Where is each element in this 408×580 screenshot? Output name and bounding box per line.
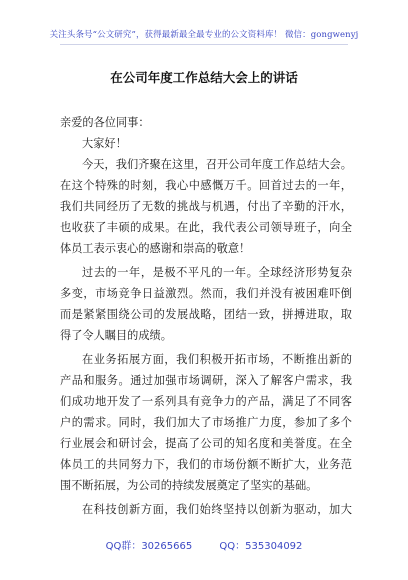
salutation: 亲爱的各位同事： (60, 116, 150, 129)
paragraph-line: 在这个特殊的时刻，我心中感慨万千。回首过去的一年， (60, 179, 352, 192)
header-divider (60, 44, 348, 45)
paragraph-line: 体员工表示衷心的感谢和崇高的敬意！ (60, 242, 251, 255)
paragraph-2 (60, 262, 352, 346)
footer-qq: QQ：535304092 (219, 541, 303, 552)
paragraph-line: 过去的一年，是极不平凡的一年。全球经济形势复杂 (82, 266, 352, 279)
paragraph-line: 今天，我们齐聚在这里，召开公司年度工作总结大会。 (82, 158, 352, 171)
paragraph-line: 多变，市场竞争日益激烈。然而，我们并没有被困难吓倒 (60, 287, 352, 300)
paragraph-line: 围不断拓展，为公司的持续发展奠定了坚实的基础。 (60, 479, 318, 492)
paragraph-line: 在业务拓展方面，我们积极开拓市场，不断推出新的 (82, 353, 352, 366)
greeting: 大家好！ (82, 137, 127, 150)
document-title: 在公司年度工作总结大会上的讲话 (110, 70, 298, 85)
paragraph-line: 产品和服务。通过加强市场调研，深入了解客户需求，我 (60, 374, 352, 387)
paragraph-line: 们成功地开发了一系列具有竞争力的产品，满足了不同客 (60, 395, 352, 408)
document-body (60, 112, 352, 523)
header-note: 关注头条号“公文研究”，获得最新最全最专业的公文资料库！ 微信：gongwenyj (49, 30, 359, 40)
paragraph-4 (60, 499, 352, 520)
paragraph-1 (60, 154, 352, 259)
paragraph-line: 也收获了丰硕的成果。在此，我代表公司领导班子，向全 (60, 221, 352, 234)
paragraph-line: 户的需求。同时，我们加大了市场推广力度，参加了多个 (60, 416, 352, 429)
paragraph-line: 体员工的共同努力下，我们的市场份额不断扩大，业务范 (60, 458, 352, 471)
paragraph-line: 在科技创新方面，我们始终坚持以创新为驱动，加大 (82, 503, 352, 516)
paragraph-line: 而是紧紧围绕公司的发展战略，团结一致，拼搏进取，取 (60, 308, 352, 321)
paragraph-line: 我们共同经历了无数的挑战与机遇，付出了辛勤的汗水， (60, 200, 352, 213)
page-footer (0, 537, 408, 552)
paragraph-line: 行业展会和研讨会，提高了公司的知名度和美誉度。在全 (60, 437, 352, 450)
paragraph-line: 得了令人瞩目的成绩。 (60, 329, 172, 342)
footer-qq-group: QQ群：30265665 (105, 541, 193, 552)
paragraph-3 (60, 349, 352, 496)
